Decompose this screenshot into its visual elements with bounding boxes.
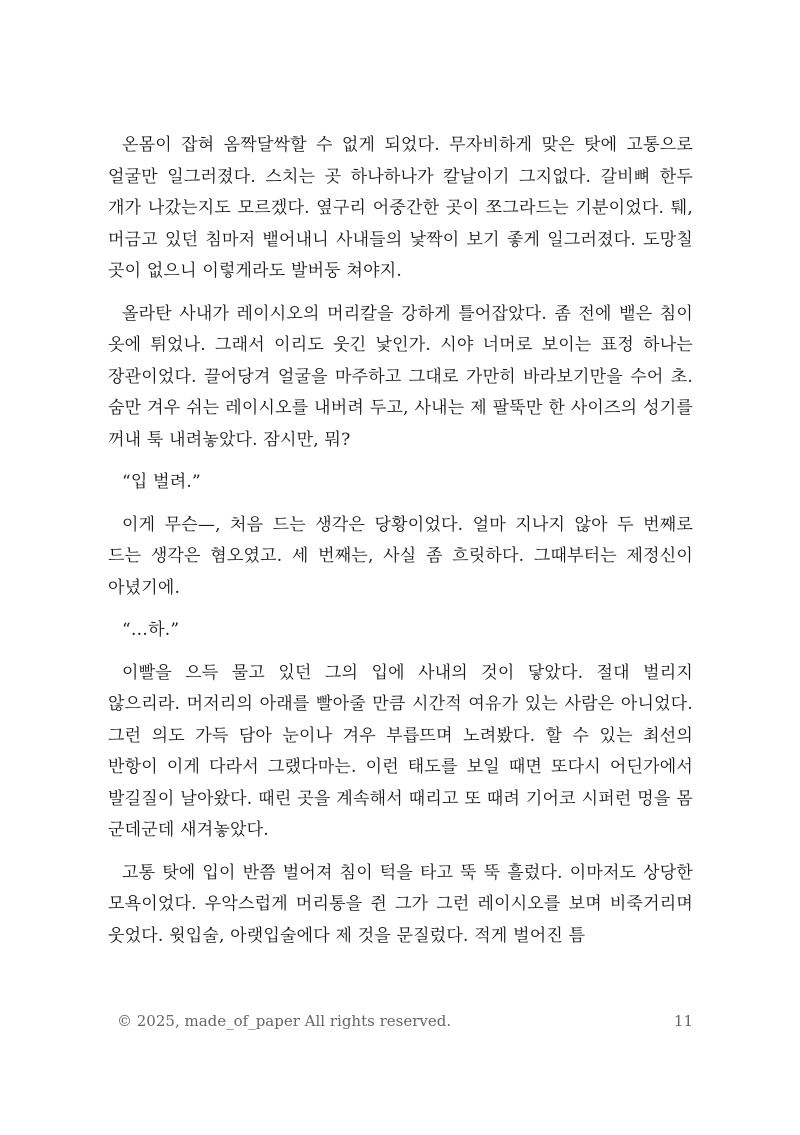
copyright-notice: © 2025, made_of_paper All rights reserved. xyxy=(117,1012,452,1030)
paragraph: 올라탄 사내가 레이시오의 머리칼을 강하게 틀어잡았다. 좀 전에 뱉은 침이 옷에 튀었나. 그래서 이리도 웃긴 낯인가. 시야 너머로 보이는 표정 하나는 장관이었다. 끌어당겨 얼굴을 마주하고 그대로 가만히 바라보기만을 수어 초. 숨만 겨우 쉬는 레이시오를 내버려 두고, 사내는 제 팔뚝만 한 사이즈의 성기를 꺼내 툭 내려놓았다. 잠시만, 뭐? xyxy=(108,303,693,450)
paragraph: 온몸이 잡혀 옴짝달싹할 수 없게 되었다. 무자비하게 맞은 탓에 고통으로 얼굴만 일그러졌다. 스치는 곳 하나하나가 칼날이기 그지없다. 갈비뼈 한두 개가 나갔는지도 모르겠다. 옆구리 어중간한 곳이 쪼그라드는 기분이었다. 퉤, 머금고 있던 침마저 뱉어내니 사내들의 낯짝이 보기 좋게 일그러졌다. 도망칠 곳이 없으니 이렇게라도 발버둥 쳐야지. xyxy=(108,135,693,281)
body-text xyxy=(108,130,693,963)
page-footer xyxy=(117,1012,693,1036)
page-number: 11 xyxy=(673,1012,693,1030)
paragraph: 고통 탓에 입이 반쯤 벌어져 침이 턱을 타고 뚝 뚝 흘렀다. 이마저도 상당한 모욕이었다. 우악스럽게 머리통을 쥔 그가 그런 레이시오를 보며 비죽거리며 웃었다. 윗입술, 아랫입술에다 제 것을 문질렀다. 적게 벌어진 틈 xyxy=(108,862,693,946)
paragraph: 이게 무슨—, 처음 드는 생각은 당황이었다. 얼마 지나지 않아 두 번째로 드는 생각은 혐오였고. 세 번째는, 사실 좀 흐릿하다. 그때부터는 제정신이 아녔기에. xyxy=(108,514,693,598)
dialogue-line: “…하.” xyxy=(122,620,180,640)
paragraph: 이빨을 으득 물고 있던 그의 입에 사내의 것이 닿았다. 절대 벌리지 않으리라. 머저리의 아래를 빨아줄 만큼 시간적 여유가 있는 사람은 아니었다. 그런 의도 가득 담아 눈이나 겨우 부릅뜨며 노려봤다. 할 수 있는 최선의 반항이 이게 다라서 그랬다마는. 이런 태도를 보일 때면 또다시 어딘가에서 발길질이 날아왔다. 때린 곳을 계속해서 때리고 또 때려 기어코 시퍼런 멍을 몸 군데군데 새겨놓았다. xyxy=(108,662,693,840)
dialogue-line: “입 벌려.” xyxy=(122,472,201,492)
